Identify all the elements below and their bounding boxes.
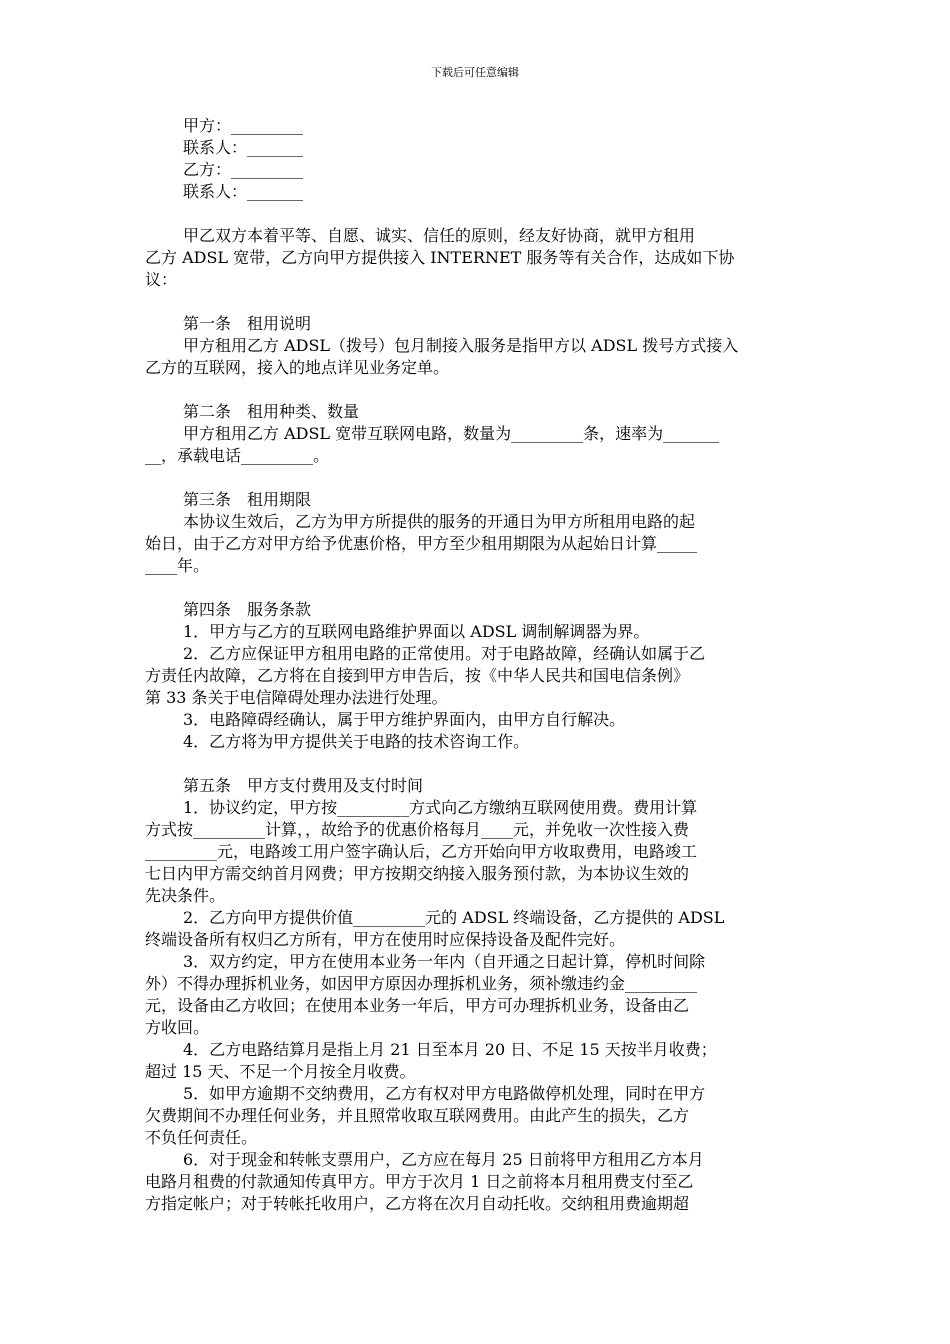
clause-line: 4．乙方电路结算月是指上月 21 日至本月 20 日、不足 15 天按半月收费； [183,1040,717,1059]
clause-line: 超过 15 天、不足一个月按全月收费。 [145,1062,416,1081]
party-a-line: 甲方：_________ [183,116,304,135]
article-title: 第二条 租用种类、数量 [183,402,360,421]
clause-line: 不负任何责任。 [145,1128,258,1147]
paragraph-line: 乙方的互联网，接入的地点详见业务定单。 [145,358,450,377]
clause-line: _________元，电路竣工用户签字确认后，乙方开始向甲方收取费用，电路竣工 [145,842,698,861]
article-1 [145,313,810,379]
party-a-contact-line: 联系人：_______ [183,138,304,157]
paragraph-line: 始日，由于乙方对甲方给予优惠价格，甲方至少租用期限为从起始日计算_____ [145,534,698,553]
article-title: 第一条 租用说明 [183,314,312,333]
clause-line: 方指定帐户；对于转帐托收用户，乙方将在次月自动托收。交纳租用费逾期超 [145,1194,690,1213]
article-title: 第四条 服务条款 [183,600,312,619]
clause-line: 终端设备所有权归乙方所有，甲方在使用时应保持设备及配件完好。 [145,930,626,949]
clause-line: 方责任内故障，乙方将在自接到甲方申告后，按《中华人民共和国电信条例》 [145,666,690,685]
clause-line: 6．对于现金和转帐支票用户，乙方应在每月 25 日前将甲方租用乙方本月 [183,1150,704,1169]
spacer [145,291,810,313]
party-b-contact-line: 联系人：_______ [183,182,304,201]
paragraph-line: 甲乙双方本着平等、自愿、诚实、信任的原则，经友好协商，就甲方租用 [183,226,696,245]
clause-line: 5．如甲方逾期不交纳费用，乙方有权对甲方电路做停机处理，同时在甲方 [183,1084,706,1103]
clause-line: 2．乙方向甲方提供价值_________元的 ADSL 终端设备，乙方提供的 ADSL [183,908,725,927]
clause-line: 3．电路障碍经确认，属于甲方维护界面内，由甲方自行解决。 [183,710,626,729]
clause-line: 方收回。 [145,1018,210,1037]
paragraph-line: __，承载电话_________。 [145,446,330,465]
paragraph-line: ____年。 [145,556,210,575]
spacer [145,379,810,401]
paragraph-line: 甲方租用乙方 ADSL 宽带互联网电路，数量为_________条，速率为_______ [183,424,720,443]
clause-line: 先决条件。 [145,886,226,905]
clause-line: 1．甲方与乙方的互联网电路维护界面以 ADSL 调制解调器为界。 [183,622,650,641]
clause-line: 七日内甲方需交纳首月网费；甲方按期交纳接入服务预付款，为本协议生效的 [145,864,690,883]
clause-line: 第 33 条关于电信障碍处理办法进行处理。 [145,688,448,707]
clause-line: 元，设备由乙方收回；在使用本业务一年后，甲方可办理拆机业务，设备由乙 [145,996,690,1015]
paragraph-line: 乙方 ADSL 宽带，乙方向甲方提供接入 INTERNET 服务等有关合作，达成如下协 [145,248,735,267]
spacer [145,577,810,599]
parties-block [145,115,810,203]
paragraph-line: 本协议生效后，乙方为甲方所提供的服务的开通日为甲方所租用电路的起 [183,512,696,531]
paragraph-line: 甲方租用乙方 ADSL（拨号）包月制接入服务是指甲方以 ADSL 拨号方式接入 [183,336,739,355]
clause-line: 3．双方约定，甲方在使用本业务一年内（自开通之日起计算，停机时间除 [183,952,706,971]
article-4 [145,599,810,753]
page-header: 下载后可任意编辑 [431,66,519,79]
clause-line: 方式按_________计算，，故给予的优惠价格每月____元，并免收一次性接入费 [145,820,690,839]
clause-line: 外）不得办理拆机业务，如因甲方原因办理拆机业务，须补缴违约金_________ [145,974,698,993]
spacer [145,467,810,489]
clause-line: 电路月租费的付款通知传真甲方。甲方于次月 1 日之前将本月租用费支付至乙 [145,1172,694,1191]
article-2 [145,401,810,467]
clause-line: 4．乙方将为甲方提供关于电路的技术咨询工作。 [183,732,530,751]
party-b-line: 乙方：_________ [183,160,304,179]
document-body [145,115,810,1215]
clause-line: 欠费期间不办理任何业务，并且照常收取互联网费用。由此产生的损失，乙方 [145,1106,690,1125]
paragraph-line: 议： [145,270,178,289]
article-5 [145,775,810,1215]
intro-paragraph [145,225,810,291]
clause-line: 2．乙方应保证甲方租用电路的正常使用。对于电路故障，经确认如属于乙 [183,644,706,663]
article-title: 第五条 甲方支付费用及支付时间 [183,776,424,795]
article-3 [145,489,810,577]
spacer [145,203,810,225]
clause-line: 1．协议约定，甲方按_________方式向乙方缴纳互联网使用费。费用计算 [183,798,698,817]
spacer [145,753,810,775]
article-title: 第三条 租用期限 [183,490,312,509]
